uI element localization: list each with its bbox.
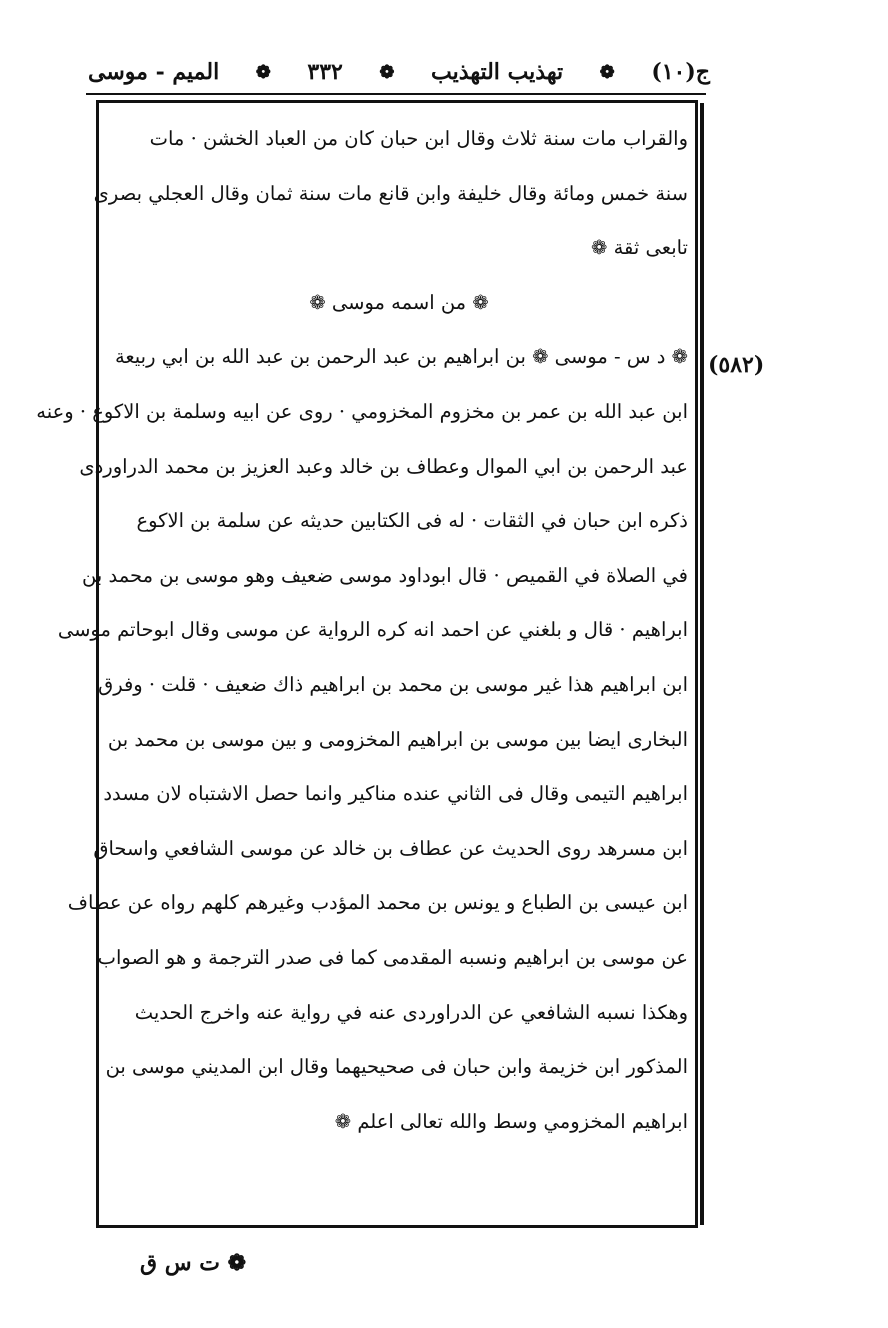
- text-line: ابراهيم التيمى وقال فى الثاني عنده مناكير وانما حصل الاشتباه لان مسدد: [103, 782, 688, 806]
- text-line: والقراب مات سنة ثلاث وقال ابن حبان كان من العباد الخشن · مات: [149, 127, 688, 150]
- text-line: ذكره ابن حبان في الثقات · له فى الكتابين حديثه عن سلمة بن الاكوع: [136, 509, 688, 533]
- text-line: ابن ابراهيم هذا غير موسى بن محمد بن ابراهيم ذاك ضعيف · قلت · وفرق: [98, 672, 688, 696]
- text-line: ابن مسرهد روى الحديث عن عطاف بن خالد عن موسى الشافعي واسحاق: [93, 836, 688, 860]
- page-header: [88, 48, 710, 96]
- footer-symbols: ❁ ت س ق: [140, 1250, 247, 1276]
- header-rule: [86, 93, 706, 95]
- text-line: ابراهيم المخزومي وسط والله تعالى اعلم ❁: [334, 1109, 688, 1133]
- book-title: تهذيب التهذيب: [431, 59, 564, 85]
- ornament-icon: ❁: [599, 61, 615, 83]
- main-text: [36, 112, 688, 1149]
- page-number: ٣٣٢: [307, 59, 343, 85]
- text-line: عن موسى بن ابراهيم ونسبه المقدمى كما فى صدر الترجمة و هو الصواب: [97, 945, 688, 969]
- text-line: في الصلاة في القميص · قال ابوداود موسى ضعيف وهو موسى بن محمد بن: [82, 563, 688, 587]
- section-title: الميم - موسى: [88, 59, 220, 85]
- text-line: تابعى ثقة ❁: [591, 236, 688, 260]
- ornament-icon: ❁: [255, 61, 271, 83]
- text-line: عبد الرحمن بن ابي الموال وعطاف بن خالد وعبد العزيز بن محمد الدراوردى: [79, 454, 688, 478]
- ornament-icon: ❁: [379, 61, 395, 83]
- text-line: البخارى ايضا بين موسى بن ابراهيم المخزومى و بين موسى بن محمد بن: [107, 727, 688, 751]
- volume-label: ج(١٠): [651, 59, 710, 85]
- text-line: المذكور ابن خزيمة وابن حبان فى صحيحيهما وقال ابن المديني موسى بن: [105, 1055, 688, 1079]
- text-line: ابراهيم · قال و بلغني عن احمد انه كره الرواية عن موسى وقال ابوحاتم موسى: [57, 618, 688, 642]
- entry-number: (٥٨٢): [708, 352, 765, 378]
- text-line: ❁ د س - موسى ❁ بن ابراهيم بن عبد الرحمن بن عبد الله بن ابي ربيعة: [114, 345, 688, 369]
- text-line: سنة خمس ومائة وقال خليفة وابن قانع مات سنة ثمان وقال العجلي بصرى: [93, 181, 688, 205]
- text-line: ابن عبد الله بن عمر بن مخزوم المخزومي · روى عن ابيه وسلمة بن الاكوع · وعنه: [36, 399, 688, 423]
- text-line: ابن عيسى بن الطباع و يونس بن محمد المؤدب وغيرهم كلهم رواه عن عطاف: [67, 891, 688, 915]
- text-line: وهكذا نسبه الشافعي عن الدراوردى عنه في رواية عنه واخرج الحديث: [134, 1000, 688, 1024]
- section-heading: ❁ من اسمه موسى ❁: [309, 290, 489, 314]
